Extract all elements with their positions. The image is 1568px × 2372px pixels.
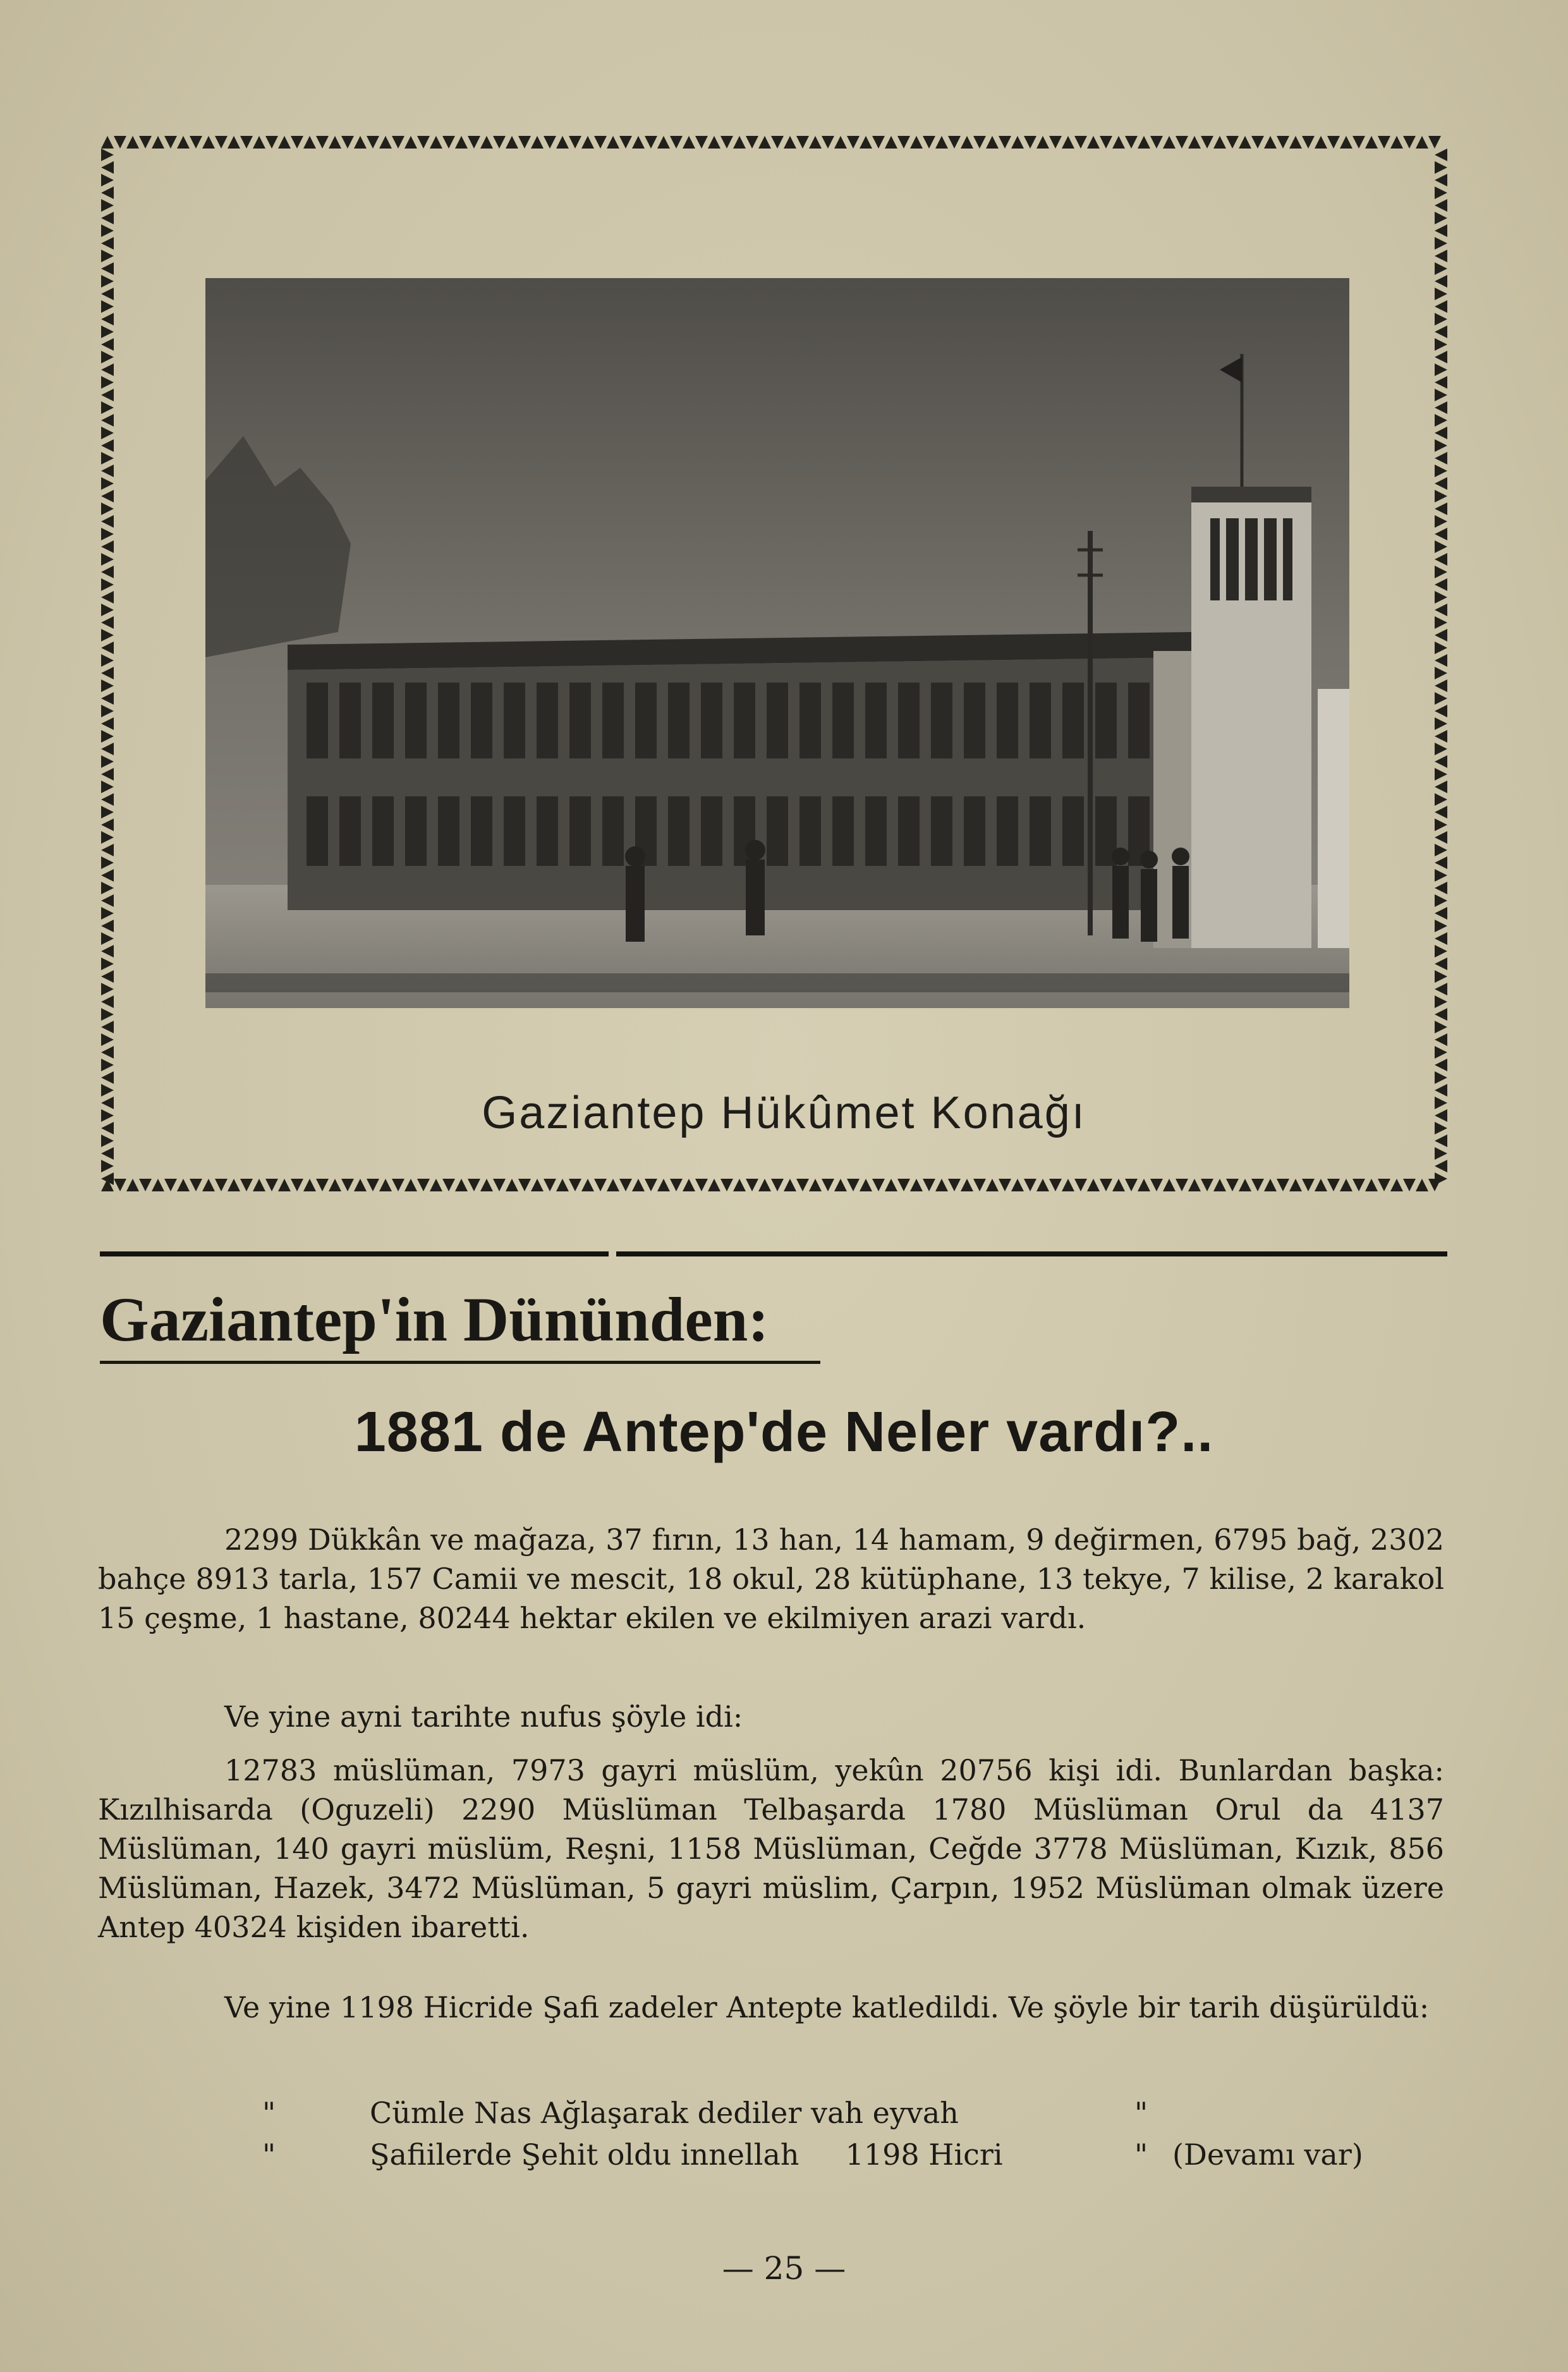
paragraph-2 xyxy=(98,1697,1444,1736)
building-photo xyxy=(205,278,1349,1008)
heading-underline xyxy=(100,1361,820,1364)
poem-line-1 xyxy=(262,2092,1463,2134)
poem-close-quote: " xyxy=(1134,2138,1148,2172)
continued-note: (Devamı var) xyxy=(1172,2138,1363,2172)
article-subheading: 1881 de Antep'de Neler vardı?.. xyxy=(354,1401,1214,1464)
poem-close-quote: " xyxy=(1134,2096,1148,2130)
paragraph-4 xyxy=(98,1988,1444,2027)
poem-block xyxy=(262,2092,1463,2175)
paragraph-1 xyxy=(98,1520,1444,1638)
poem-verse: Şafiilerde Şehit oldu innellah 1198 Hicri xyxy=(370,2138,1003,2172)
page-number: — 25 — xyxy=(722,2250,846,2287)
section-rule-left xyxy=(100,1251,609,1256)
paragraph-2-text: Ve yine ayni tarihte nufus şöyle idi: xyxy=(224,1700,743,1734)
article-heading: Gaziantep'in Dününden: xyxy=(100,1284,769,1354)
paragraph-3-text: 12783 müslüman, 7973 gayri müslüm, yekûn 20756 kişi idi. Bunlardan başka: Kızılhisarda (Oguzeli) 2290 Müslüman Telbaşarda 1780 Müslüman Orul da 4137 Müslüman, 140 gayri müslüm, Reşni, 1158 Müslüman, Ceğde 3778 Müslüman, Kızık, 856 Müslüman, Hazek, 3472 Müslüman, 5 gayri müslim, Çarpın, 1952 Müslüman olmak üzere Antep 40324 kişiden ibaretti. xyxy=(98,1753,1444,1944)
poem-open-quote: " xyxy=(262,2138,276,2172)
paragraph-3 xyxy=(98,1751,1444,1947)
paragraph-1-text: 2299 Dükkân ve mağaza, 37 fırın, 13 han, 14 hamam, 9 değirmen, 6795 bağ, 2302 bahçe 8913 tarla, 157 Camii ve mescit, 18 okul, 28 kütüphane, 13 tekye, 7 kilise, 2 karakol 15 çeşme, 1 hastane, 80244 hektar ekilen ve ekilmiyen arazi vardı. xyxy=(98,1523,1444,1635)
poem-verse: Cümle Nas Ağlaşarak dediler vah eyvah xyxy=(370,2096,959,2130)
poem-open-quote: " xyxy=(262,2096,276,2130)
paragraph-4-text: Ve yine 1198 Hicride Şafi zadeler Antepte katledildi. Ve şöyle bir tarih düşürüldü: xyxy=(224,1990,1430,2024)
section-rule-right xyxy=(616,1251,1447,1256)
photo-caption: Gaziantep Hükûmet Konağı xyxy=(482,1088,1086,1138)
poem-line-2 xyxy=(262,2134,1463,2175)
